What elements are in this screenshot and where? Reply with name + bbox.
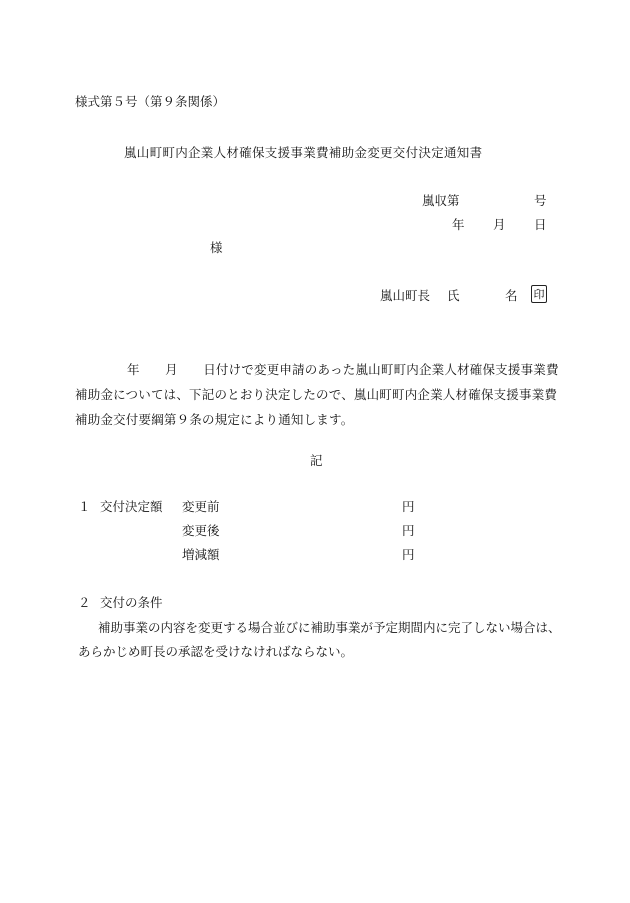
row-before-label: 変更前 — [182, 499, 220, 514]
doc-number-suffix: 号 — [534, 193, 547, 208]
condition-text: 補助事業の内容を変更する場合並びに補助事業が予定期間内に完了しない場合は、あらかじめ町長の承認を受けなければならない。 — [78, 620, 561, 659]
row-after-label: 変更後 — [182, 523, 220, 538]
section2-number: ２ — [78, 595, 91, 610]
date-month: 月 — [493, 217, 506, 232]
section1-label: 交付決定額 — [100, 499, 163, 514]
form-number: 様式第５号（第９条関係） — [75, 94, 226, 109]
ki-heading: 記 — [310, 453, 323, 468]
body-paragraph: 年 月 日付けで変更申請のあった嵐山町町内企業人材確保支援事業費補助金については、下記のとおり決定したので、嵐山町町内企業人材確保支援事業費補助金交付要綱第９条の規定により通知します。 — [75, 362, 559, 427]
addressee-suffix: 様 — [210, 240, 223, 255]
section1-number: １ — [78, 499, 91, 514]
date-year: 年 — [452, 217, 465, 232]
doc-number-prefix: 嵐収第 — [422, 193, 460, 208]
row-diff-label: 増減額 — [182, 547, 220, 562]
seal-mark: 印 — [531, 285, 547, 303]
row-diff-unit: 円 — [402, 547, 415, 562]
issuer-title: 嵐山町長 — [380, 288, 431, 303]
document-title: 嵐山町町内企業人材確保支援事業費補助金変更交付決定通知書 — [124, 145, 483, 160]
issuer-mei: 名 — [505, 288, 518, 303]
date-day: 日 — [534, 217, 547, 232]
row-before-unit: 円 — [402, 499, 415, 514]
section2-label: 交付の条件 — [100, 595, 163, 610]
row-after-unit: 円 — [402, 523, 415, 538]
issuer-shi: 氏 — [447, 288, 460, 303]
